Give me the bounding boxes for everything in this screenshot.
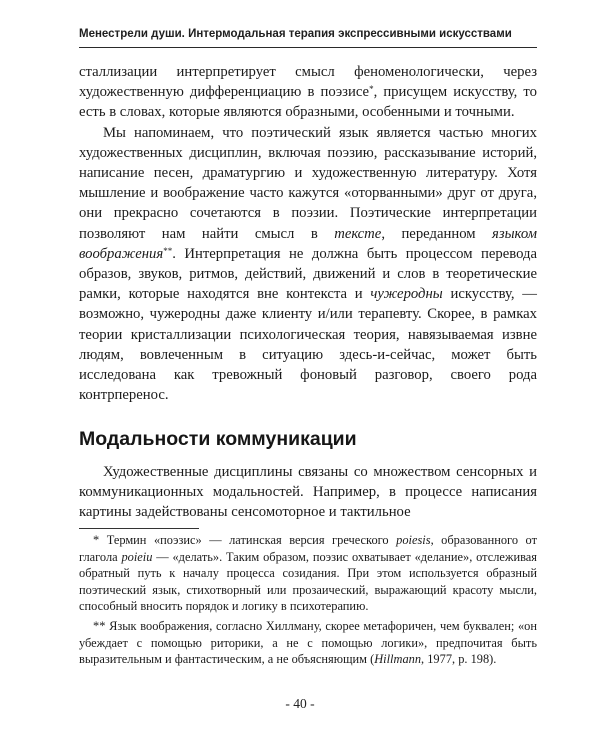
page-number: - 40 - (285, 696, 315, 711)
emphasis-imagination-language: языком воображения (79, 225, 537, 262)
footnotes (79, 532, 537, 668)
emphasis-term: poiesis (396, 533, 431, 547)
paragraph-continuation-text: сталлизации интерпретирует смысл феноменологически, через художественную дифференциацию в поэзисе*, присущем искусству, то есть в словах, которые являются образными, особенными и точными. (79, 64, 538, 121)
running-header: Менестрели души. Интермодальная терапия экспрессивными искусствами (79, 28, 512, 40)
emphasis-foreign: чужеродны (370, 286, 443, 303)
footnote-divider (79, 528, 199, 529)
emphasis-text: тексте (334, 225, 382, 242)
text-segment: , образованного от глагола (79, 533, 537, 564)
text-segment: Термин «поэзис» — латинская версия греческого (99, 533, 397, 547)
section-heading: Модальности коммуникации (79, 428, 357, 450)
footnote-marker: * (93, 533, 100, 547)
text-segment: Мы напоминаем, что поэтический язык является частью многих художественных дисциплин, включая поэзию, рассказывание историй, написание песен, драматургию и художественную литературу. Хотя мышление и воображение часто кажутся «оторванными» друг от друга, они прекрасно сочетаются в поэзии. Поэтические интерпретации позволяют нам найти смысл в (79, 124, 537, 242)
text-segment: — «делать». Таким образом, поэзис охватывает «делание», отслеживая обратный путь к началу процесса созидания. При этом используется образный поэтический язык, стихотворный или прозаический, выражающий красоту мысли, способный вносить порядок и логику в психотерапию. (79, 549, 537, 614)
text-segment: искусству, — возможно, чужеродны даже клиенту и/или терапевту. Скорее, в рамках теории кристаллизации психологическая теория, навязываемая извне людям, вовлеченным в ситуацию здесь-и-сейчас, может быть исследована как тревожный фоновый разговор, своего рода контрперенос. (79, 286, 537, 404)
section-paragraph: Художественные дисциплины связаны со множеством сенсорных и коммуникационных модальностей. Например, в процессе написания картины задействованы сенсомоторное и тактильное (79, 464, 537, 521)
paragraph-continuation (79, 62, 537, 123)
emphasis-term: poieiu (121, 549, 153, 564)
footnote-marker: ** (93, 618, 106, 633)
header-rule (79, 47, 537, 48)
footnote-1 (79, 532, 537, 615)
footnote-2 (79, 618, 537, 668)
citation-author: Hillmann (374, 652, 422, 667)
text-segment: Язык воображения, согласно Хиллману, скорее метафоричен, чем буквален; «он убеждает с помощью риторики, а не с помощью логики», предпочитая быть выразительным и фантастическим, а не объясняющим ( (79, 618, 537, 667)
text-segment: , 1977, p. 198). (421, 652, 497, 667)
footnote-ref-2: ** (163, 245, 173, 256)
main-text (79, 62, 537, 405)
footnote-ref-1: * (369, 84, 374, 95)
paragraph-poetic-language (79, 123, 537, 406)
text-segment: . Интерпретация не должна быть процессом перевода образов, звуков, ритмов, действий, движений и слов в теоретические рамки, которые находятся вне контекста и (79, 245, 537, 303)
text-segment: , переданном (381, 225, 493, 242)
